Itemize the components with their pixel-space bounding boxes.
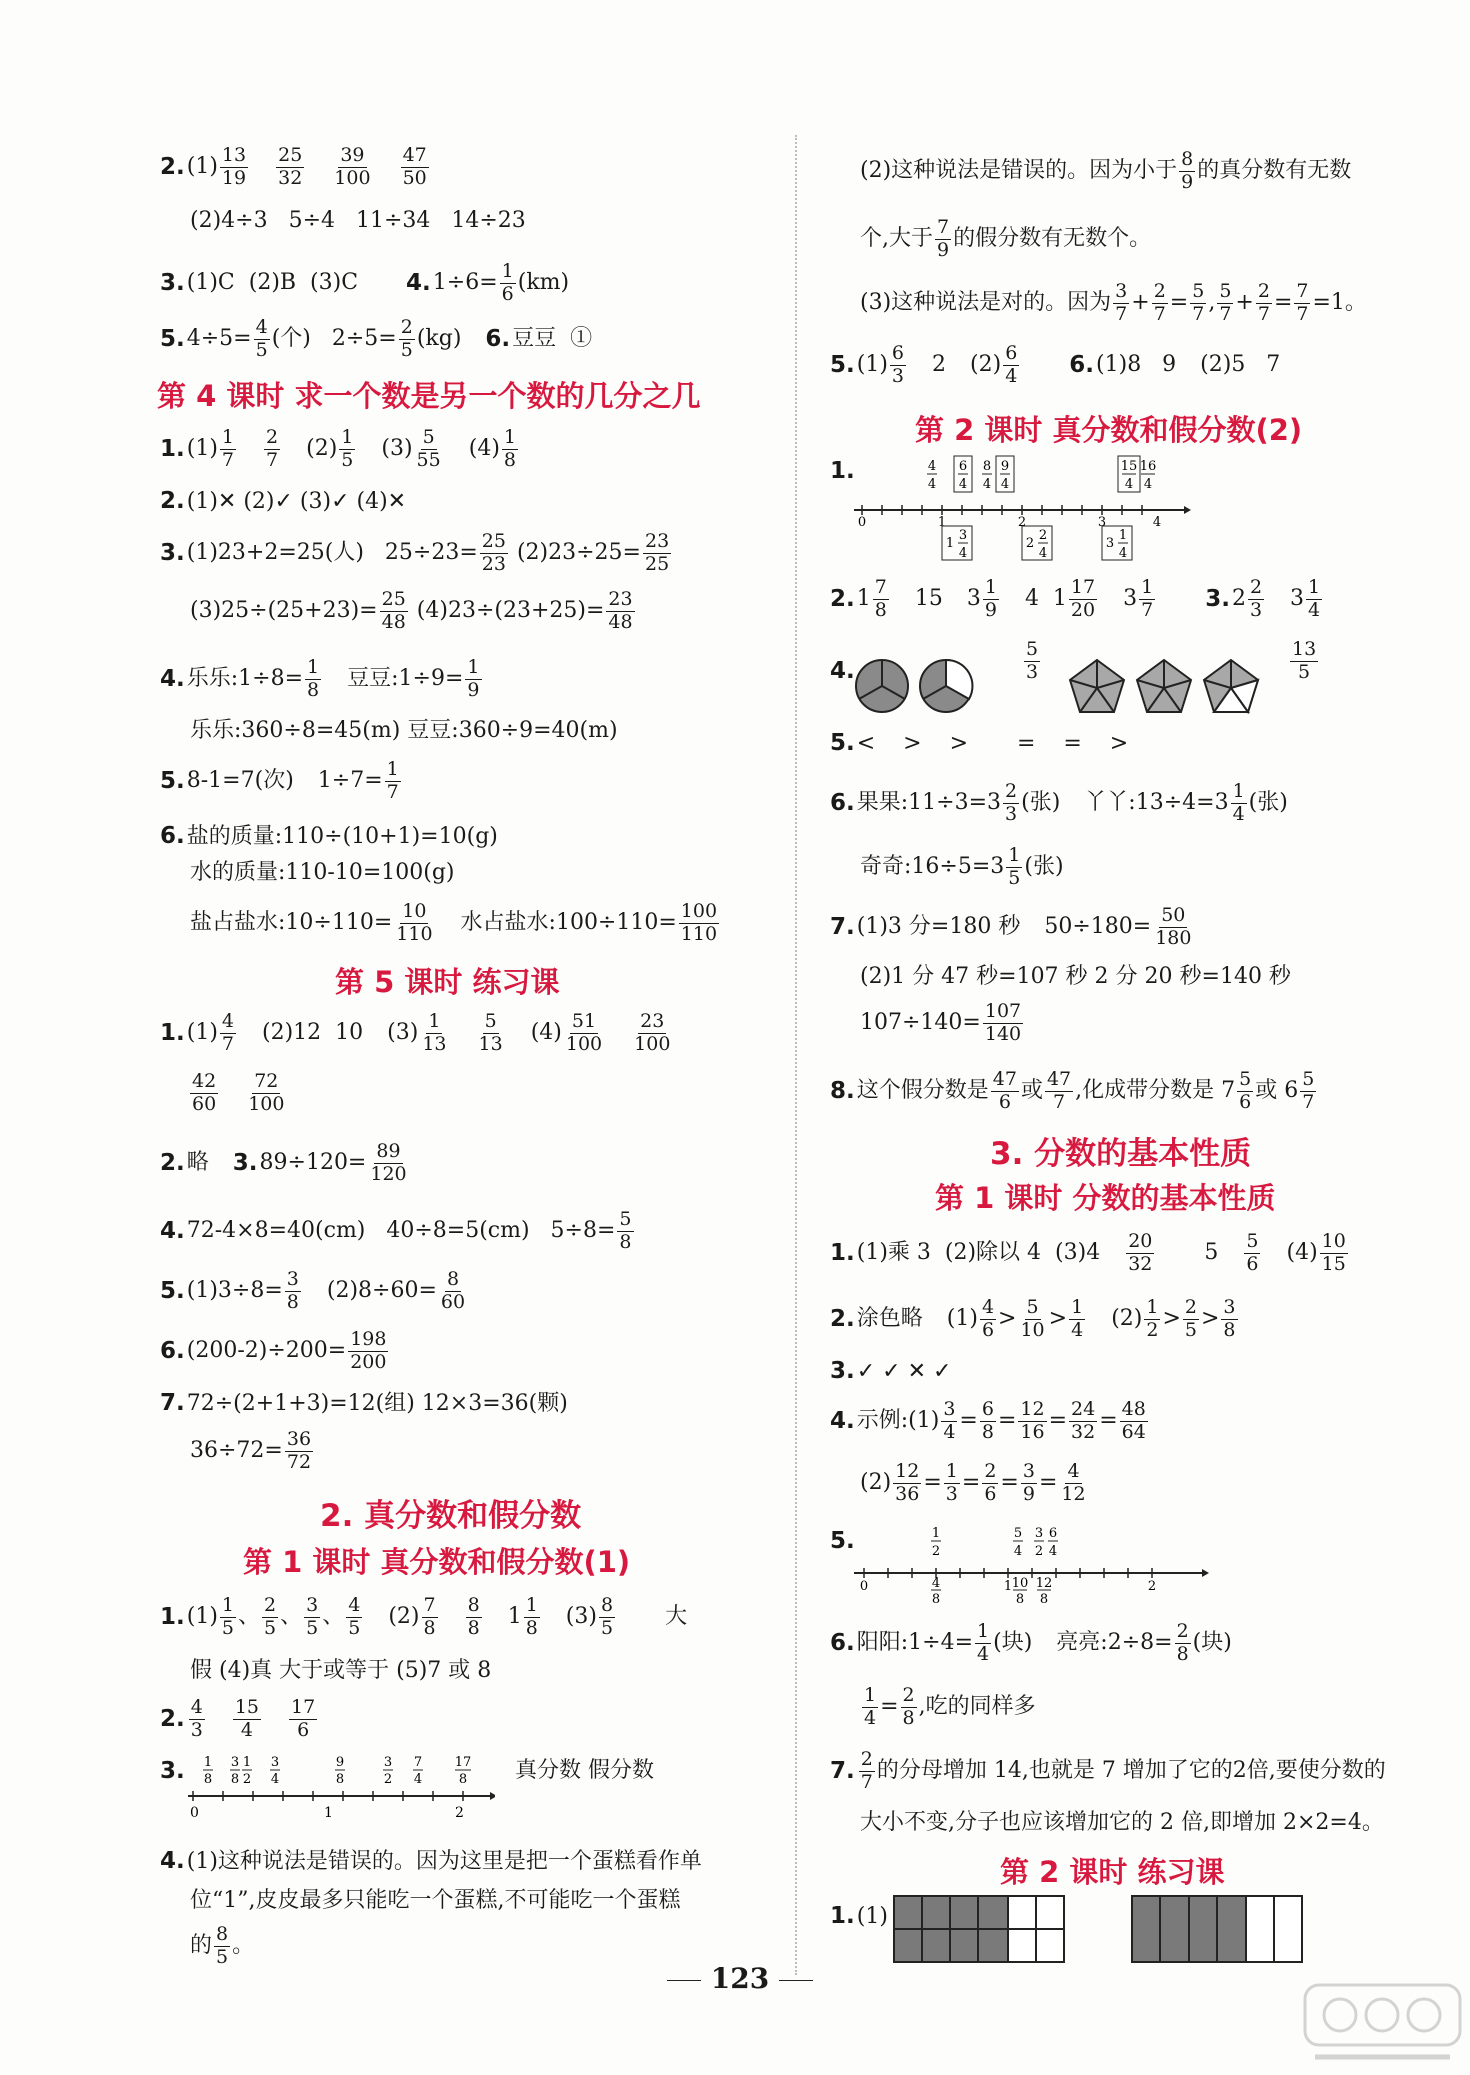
shaded-grid-figures — [892, 1894, 1312, 1969]
svg-text:4: 4 — [1013, 1544, 1023, 1559]
section-3-lesson-1-heading: 第 1 课时 分数的基本性质 — [935, 1181, 1276, 1215]
svg-text:10: 10 — [1011, 1576, 1029, 1591]
section-3-lesson-2-heading: 第 2 课时 练习课 — [1000, 1855, 1225, 1889]
svg-text:16: 16 — [1139, 459, 1157, 474]
lesson5-answer-2-3: 2. 略 3. 89÷120= $\frac{89}{120}$ — [160, 1140, 407, 1185]
svg-text:4: 4 — [1124, 477, 1134, 492]
lesson4-answer-3b: (3)25÷(25+23)= $\frac{25}{48}$ (4)23÷(23+25)= $\frac{23}{48}$ — [190, 588, 633, 633]
sec22-answer-2-3: 2. 1 $\frac{7}{8}$ 15 3 $\frac{1}{9}$ 4 1 $\frac{17}{20}$ 3 $\frac{1}{7}$ 3. 2 $\frac{2}{3}$ 3 $\frac{1}{4}$ — [830, 576, 1321, 621]
svg-text:2: 2 — [242, 1772, 252, 1787]
svg-text:2: 2 — [1025, 536, 1035, 551]
svg-text:1: 1 — [324, 1805, 333, 1821]
answer-2-line2: (2)4÷3 5÷4 11÷34 14÷23 — [190, 208, 526, 233]
svg-text:8: 8 — [230, 1772, 240, 1787]
sec3-answer-7b: 大小不变,分子也应该增加它的 2 倍,即增加 2×2=4。 — [860, 1810, 1384, 1835]
number-line-sec22-q1 — [852, 452, 1192, 562]
sec22-answer-4-frac-b: $\frac{13}{5}$ — [1292, 638, 1317, 683]
svg-text:1: 1 — [1118, 528, 1128, 543]
svg-text:3: 3 — [1034, 1526, 1044, 1541]
svg-text:6: 6 — [1048, 1526, 1058, 1541]
lesson4-answer-5: 5. 8-1=7(次) 1÷7= $\frac{1}{7}$ — [160, 758, 399, 803]
number-line-sec2-q3 — [185, 1752, 495, 1822]
svg-text:9: 9 — [1000, 459, 1010, 474]
svg-text:8: 8 — [1039, 1592, 1049, 1605]
lesson5-answer-6: 6. (200-2)÷200= $\frac{198}{200}$ — [160, 1328, 387, 1373]
sec22-answer-7b: (2)1 分 47 秒=107 秒 2 分 20 秒=140 秒 — [860, 964, 1291, 989]
sec22-answer-5: 5. < > > = = > — [830, 730, 1129, 756]
svg-text:8: 8 — [982, 459, 992, 474]
lesson4-answer-4b: 乐乐:360÷8=45(m) 豆豆:360÷9=40(m) — [190, 718, 618, 743]
sec3-answer-1: 1. (1)乘 3 (2)除以 4 (3)4 $\frac{20}{32}$ 5 $\frac{5}{6}$ (4) $\frac{10}{15}$ — [830, 1230, 1346, 1275]
sec32-answer-1: 1. (1) — [830, 1903, 888, 1929]
answer-3-4: 3. (1)C (2)B (3)C 4. 1÷6= $\frac{1}{6}$ (km) — [160, 260, 570, 305]
svg-text:6: 6 — [958, 459, 968, 474]
right-answer-r2: 个,大于 $\frac{7}{9}$ 的假分数有无数个。 — [860, 216, 1152, 261]
svg-text:2: 2 — [455, 1805, 464, 1821]
lesson5-answer-1b: $\frac{42}{60}$ $\frac{72}{100}$ — [192, 1070, 285, 1115]
sec22-answer-7c: 107÷140= $\frac{107}{140}$ — [860, 1000, 1022, 1045]
svg-text:4: 4 — [1038, 546, 1048, 561]
svg-text:4: 4 — [1143, 477, 1153, 492]
svg-text:4: 4 — [958, 546, 968, 561]
section-3-heading: 3. 分数的基本性质 — [990, 1136, 1252, 1172]
lesson4-answer-2: 2. (1)✕ (2)✓ (3)✓ (4)✕ — [160, 488, 407, 514]
svg-text:5: 5 — [1013, 1526, 1023, 1541]
sec2-answer-4c: 的 $\frac{8}{5}$ 。 — [190, 1923, 255, 1968]
svg-text:9: 9 — [335, 1755, 345, 1770]
lesson4-answer-6b: 水的质量:110-10=100(g) — [190, 860, 455, 885]
sec3-answer-6b: $\frac{1}{4}$ = $\frac{2}{8}$ ,吃的同样多 — [864, 1684, 1036, 1729]
svg-text:4: 4 — [927, 477, 937, 492]
lesson4-answer-4a: 4. 乐乐:1÷8= $\frac{1}{8}$ 豆豆:1÷9= $\frac{1}{9}$ — [160, 656, 480, 701]
svg-text:15: 15 — [1120, 459, 1138, 474]
svg-text:4: 4 — [1048, 1544, 1058, 1559]
svg-text:1: 1 — [945, 536, 955, 551]
svg-text:8: 8 — [931, 1592, 941, 1605]
svg-text:1: 1 — [1003, 1579, 1013, 1594]
sec22-answer-1-num: 1. — [830, 458, 855, 484]
number-line-sec3-q5 — [852, 1525, 1212, 1605]
sec3-answer-6a: 6. 阳阳:1÷4= $\frac{1}{4}$ (块) 亮亮:2÷8= $\frac{2}{8}$ (块) — [830, 1620, 1232, 1665]
svg-text:2: 2 — [383, 1772, 393, 1787]
sec3-answer-4b: (2) $\frac{12}{36}$ = $\frac{1}{3}$ = $\frac{2}{6}$ = $\frac{3}{9}$ = $\frac{4}{12}$ — [860, 1460, 1086, 1505]
lesson5-answer-7b: 36÷72= $\frac{36}{72}$ — [190, 1428, 312, 1473]
svg-text:17: 17 — [454, 1755, 472, 1770]
sec22-answer-6b: 奇奇:16÷5=3 $\frac{1}{5}$ (张) — [860, 844, 1064, 889]
svg-text:3: 3 — [1105, 536, 1115, 551]
lesson4-answer-6c: 盐占盐水:10÷110= $\frac{10}{110}$ 水占盐水:100÷110= $\frac{100}{110}$ — [190, 900, 718, 945]
right-answer-5-6: 5. (1) $\frac{6}{3}$ 2 (2) $\frac{6}{4}$ 6. (1)8 9 (2)5 7 — [830, 342, 1281, 387]
svg-text:8: 8 — [458, 1772, 468, 1787]
svg-text:4: 4 — [1000, 477, 1010, 492]
answer-5-6: 5. 4÷5= $\frac{4}{5}$ (个) 2÷5= $\frac{2}{5}$ (kg) 6. 豆豆 ① — [160, 316, 593, 361]
svg-text:1: 1 — [242, 1755, 252, 1770]
sec22-answer-6a: 6. 果果:11÷3=3 $\frac{2}{3}$ (张) 丫丫:13÷4=3 $\frac{1}{4}$ (张) — [830, 780, 1288, 825]
sec3-answer-5-num: 5. — [830, 1528, 855, 1554]
sec2-answer-4a: 4. (1)这种说法是错误的。因为这里是把一个蛋糕看作单 — [160, 1848, 702, 1874]
svg-text:3: 3 — [1097, 515, 1107, 530]
svg-text:4: 4 — [982, 477, 992, 492]
sec2-answer-1b: 假 (4)真 大于或等于 (5)7 或 8 — [190, 1658, 492, 1683]
svg-text:4: 4 — [958, 477, 968, 492]
svg-text:4: 4 — [1118, 546, 1128, 561]
lesson4-answer-3a: 3. (1)23+2=25(人) 25÷23= $\frac{25}{23}$ (2)23÷25= $\frac{23}{25}$ — [160, 530, 670, 575]
svg-text:4: 4 — [270, 1772, 280, 1787]
svg-text:1: 1 — [937, 515, 947, 530]
sec2-answer-3-num: 3. — [160, 1758, 185, 1784]
column-divider — [795, 135, 797, 1975]
pie-and-pentagon-figures — [852, 650, 1312, 725]
sec22-answer-4-num: 4. — [830, 658, 855, 684]
svg-text:8: 8 — [203, 1772, 213, 1787]
sec2-answer-1a: 1. (1) $\frac{1}{5}$ 、 $\frac{2}{5}$ 、 $\frac{3}{5}$ 、 $\frac{4}{5}$ (2) $\frac{7}{8}$ $\frac{8}{8}$ 1 $\frac{1}{8}$ (3) $\frac{8}{5}$ 大 — [160, 1594, 688, 1639]
svg-text:2: 2 — [1017, 515, 1027, 530]
answer-2-line1: 2. (1) $\frac{13}{19}$ $\frac{25}{32}$ $\frac{39}{100}$ $\frac{47}{50}$ — [160, 144, 427, 189]
svg-text:0: 0 — [859, 1579, 869, 1594]
svg-text:1: 1 — [203, 1755, 213, 1770]
svg-text:12: 12 — [1035, 1576, 1053, 1591]
right-answer-r3: (3)这种说法是对的。因为 $\frac{3}{7}$ + $\frac{2}{7}$ = $\frac{5}{7}$ , $\frac{5}{7}$ + $\frac{2}{7}$ = $\frac{7}{7}$ =1。 — [860, 280, 1367, 325]
svg-text:3: 3 — [383, 1755, 393, 1770]
svg-text:7: 7 — [413, 1755, 423, 1770]
sec3-answer-3: 3. ✓ ✓ ✕ ✓ — [830, 1358, 952, 1384]
svg-text:3: 3 — [270, 1755, 280, 1770]
svg-text:8: 8 — [335, 1772, 345, 1787]
lesson-4-heading: 第 4 课时 求一个数是另一个数的几分之几 — [157, 379, 701, 413]
right-answer-r1: (2)这种说法是错误的。因为小于 $\frac{8}{9}$ 的真分数有无数 — [860, 148, 1352, 193]
svg-text:3: 3 — [958, 528, 968, 543]
lesson5-answer-5: 5. (1)3÷8= $\frac{3}{8}$ (2)8÷60= $\frac{8}{60}$ — [160, 1268, 466, 1313]
sec22-answer-7a: 7. (1)3 分=180 秒 50÷180= $\frac{50}{180}$ — [830, 904, 1192, 949]
lesson4-answer-1: 1. (1) $\frac{1}{7}$ $\frac{2}{7}$ (2) $\frac{1}{5}$ (3) $\frac{5}{55}$ (4) $\frac{1}{8}$ — [160, 426, 516, 471]
svg-text:3: 3 — [230, 1755, 240, 1770]
lesson4-answer-6a: 6. 盐的质量:110÷(10+1)=10(g) — [160, 823, 498, 849]
svg-text:2: 2 — [1147, 1579, 1157, 1594]
svg-text:4: 4 — [931, 1576, 941, 1591]
svg-text:8: 8 — [1015, 1592, 1025, 1605]
section-2-heading: 2. 真分数和假分数 — [320, 1498, 582, 1534]
section-2-lesson-2-heading: 第 2 课时 真分数和假分数(2) — [915, 413, 1303, 447]
svg-text:2: 2 — [1034, 1544, 1044, 1559]
svg-text:4: 4 — [413, 1772, 423, 1787]
sec2-answer-2: 2. $\frac{4}{3}$ $\frac{15}{4}$ $\frac{17}{6}$ — [160, 1696, 316, 1741]
sec2-answer-3-text: 真分数 假分数 — [515, 1758, 654, 1783]
sec3-answer-7a: 7. $\frac{2}{7}$ 的分母增加 14,也就是 7 增加了它的2倍,要使分数的 — [830, 1748, 1386, 1793]
lesson5-answer-4: 4. 72-4×8=40(cm) 40÷8=5(cm) 5÷8= $\frac{5}{8}$ — [160, 1208, 632, 1253]
svg-text:2: 2 — [931, 1544, 941, 1559]
sec22-answer-8: 8. 这个假分数是 $\frac{47}{6}$ 或 $\frac{47}{7}$ ,化成带分数是 7 $\frac{5}{6}$ 或 6 $\frac{5}{7}$ — [830, 1068, 1315, 1113]
svg-text:4: 4 — [927, 459, 937, 474]
page-number: 123 — [655, 1962, 825, 1995]
lesson5-answer-7a: 7. 72÷(2+1+3)=12(组) 12×3=36(颗) — [160, 1390, 568, 1416]
svg-text:0: 0 — [857, 515, 867, 530]
sec2-answer-4b: 位“1”,皮皮最多只能吃一个蛋糕,不可能吃一个蛋糕 — [190, 1888, 681, 1913]
svg-text:2: 2 — [1038, 528, 1048, 543]
svg-text:1: 1 — [931, 1526, 941, 1541]
svg-text:0: 0 — [190, 1805, 199, 1821]
sec22-answer-4-frac-a: $\frac{5}{3}$ — [1026, 638, 1039, 683]
section-2-lesson-1-heading: 第 1 课时 真分数和假分数(1) — [243, 1545, 631, 1579]
lesson-5-heading: 第 5 课时 练习课 — [335, 965, 560, 999]
svg-text:4: 4 — [1152, 515, 1162, 530]
lesson5-answer-1a: 1. (1) $\frac{4}{7}$ (2)12 10 (3) $\frac{1}{13}$ $\frac{5}{13}$ (4) $\frac{51}{100}$ $\frac{23}{100}$ — [160, 1010, 671, 1055]
sec3-answer-2: 2. 涂色略 (1) $\frac{4}{6}$ > $\frac{5}{10}$ > $\frac{1}{4}$ (2) $\frac{1}{2}$ > $\frac{2}{5}$ > $\frac{3}{8}$ — [830, 1296, 1236, 1341]
corner-watermark — [1300, 1975, 1465, 2070]
sec3-answer-4a: 4. 示例:(1) $\frac{3}{4}$ = $\frac{6}{8}$ = $\frac{12}{16}$ = $\frac{24}{32}$ = $\frac{48}{64}$ — [830, 1398, 1146, 1443]
